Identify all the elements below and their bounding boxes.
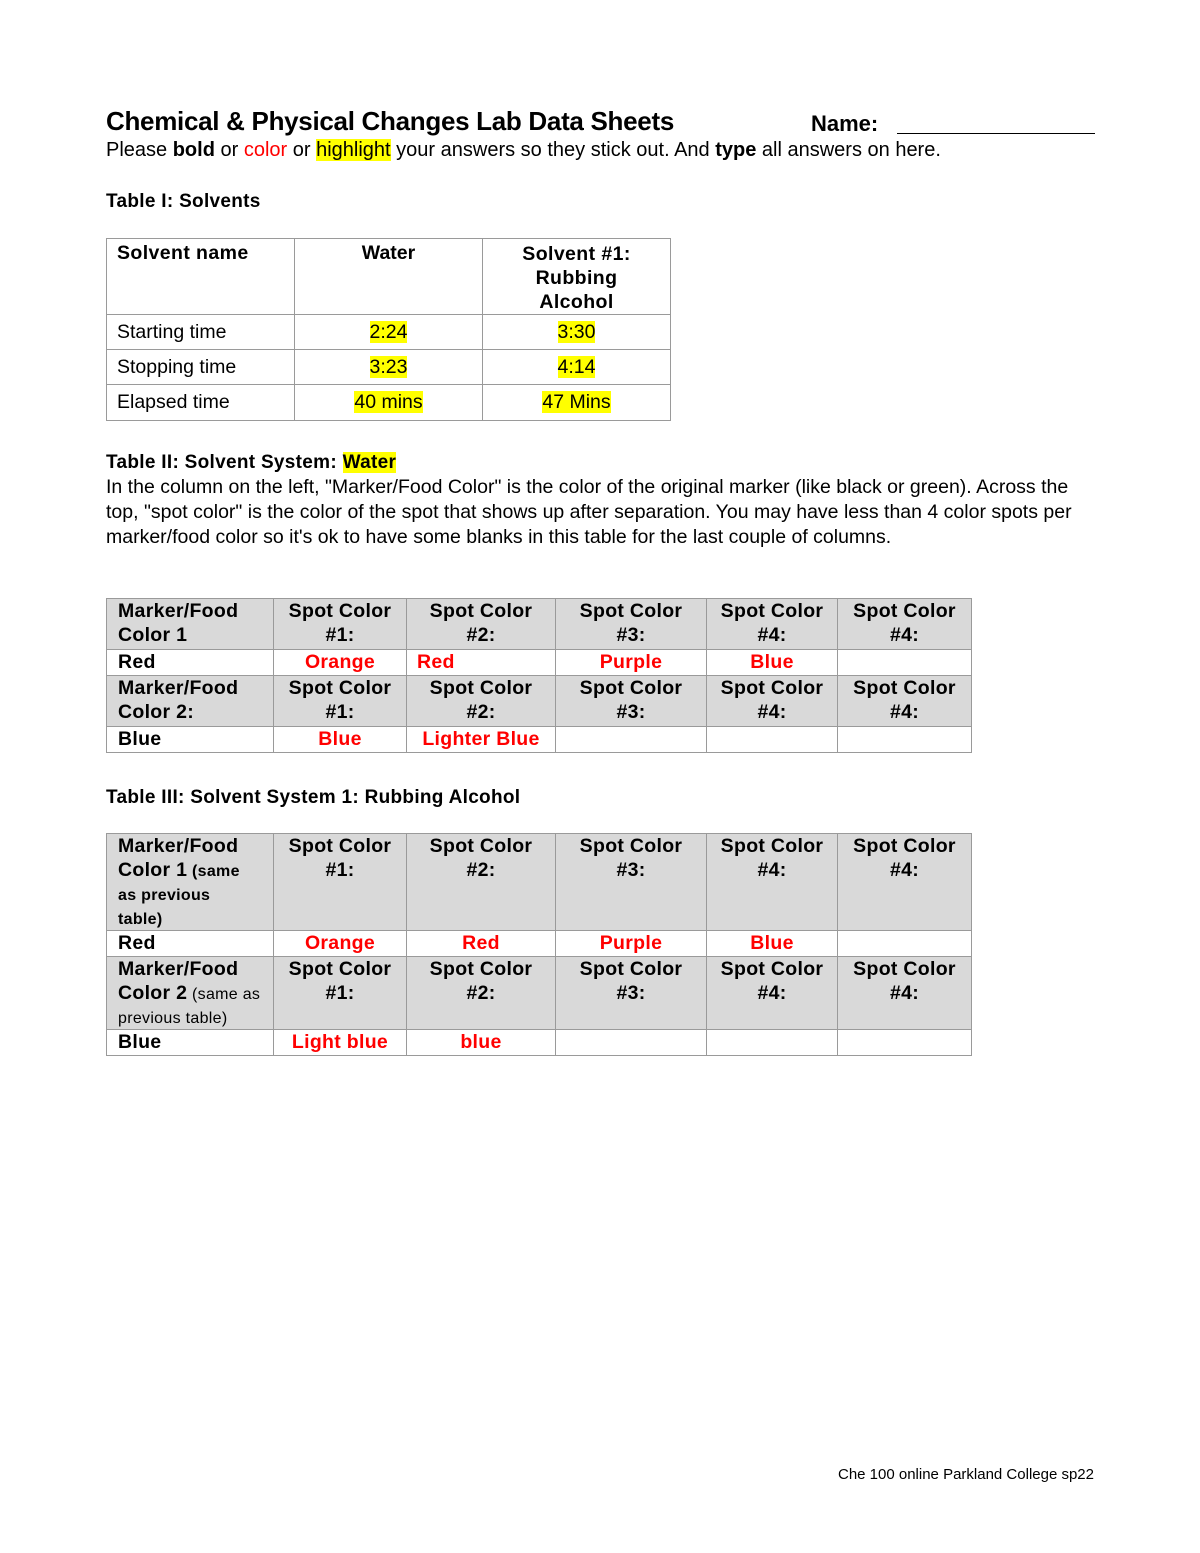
water-spot-table	[106, 598, 972, 753]
header-cell: Spot Color #2:	[407, 599, 556, 650]
header-cell: Spot Color #4:	[707, 834, 838, 931]
table-header-row	[107, 599, 972, 650]
answer-cell[interactable]: blue	[407, 1030, 556, 1056]
answer-value: 3:30	[557, 320, 596, 343]
answer-cell[interactable]	[295, 315, 483, 350]
header-cell: Spot Color #4:	[707, 599, 838, 650]
header-cell: Spot Color #1:	[274, 957, 407, 1030]
answer-value: 3:23	[369, 355, 408, 378]
answer-cell[interactable]	[838, 727, 972, 753]
table3-heading: Table III: Solvent System 1: Rubbing Alcohol	[106, 787, 521, 808]
header-cell: Spot Color #1:	[274, 834, 407, 931]
row-label: Blue	[107, 727, 274, 753]
header-cell: Spot Color #4:	[838, 676, 972, 727]
header-note: (same as previous table)	[118, 863, 240, 928]
header-cell: Spot Color #4:	[707, 676, 838, 727]
header-cell: Solvent #1: Rubbing Alcohol	[483, 239, 671, 315]
answer-cell[interactable]: Red	[407, 931, 556, 957]
table-row	[107, 650, 972, 676]
answer-cell[interactable]: Blue	[274, 727, 407, 753]
table-row	[107, 727, 972, 753]
page-footer: Che 100 online Parkland College sp22	[837, 1466, 1094, 1483]
answer-cell[interactable]	[707, 727, 838, 753]
table-row	[107, 315, 671, 350]
row-label: Stopping time	[107, 350, 295, 385]
row-label: Red	[107, 931, 274, 957]
header-cell: Spot Color #2:	[407, 834, 556, 931]
instr-text: or	[287, 139, 317, 161]
header-cell: Spot Color #4:	[838, 957, 972, 1030]
header-note: (same as previous table)	[118, 986, 261, 1027]
header-cell: Spot Color #3:	[556, 834, 707, 931]
answer-cell[interactable]	[707, 1030, 838, 1056]
table-row	[107, 931, 972, 957]
table-row	[107, 350, 671, 385]
answer-cell[interactable]: Purple	[556, 931, 707, 957]
header-cell: Spot Color #4:	[838, 599, 972, 650]
instr-highlight: highlight	[316, 139, 391, 161]
answer-value: 47 Mins	[542, 391, 611, 413]
answer-cell[interactable]	[556, 1030, 707, 1056]
table2-description: In the column on the left, "Marker/Food Color" is the color of the original marker (like black or green). Across the top, "spot color" is the color of the spot that shows up after separation. You may have less than 4 color spots per marker/food color so it's ok to have some blanks in this table for the last couple of columns.	[106, 476, 1072, 548]
answer-cell[interactable]: Red	[407, 650, 556, 676]
answer-cell[interactable]: Purple	[556, 650, 707, 676]
solvents-table	[106, 238, 671, 421]
answer-cell[interactable]: Light blue	[274, 1030, 407, 1056]
name-label: Name:	[811, 111, 879, 136]
answer-cell[interactable]: Lighter Blue	[407, 727, 556, 753]
table-header-row	[107, 676, 972, 727]
row-label: Red	[107, 650, 274, 676]
table2-heading-value: Water	[342, 452, 397, 473]
table-header-row	[107, 834, 972, 931]
header-cell: Spot Color #3:	[556, 957, 707, 1030]
header-cell: Marker/Food Color 1	[107, 599, 274, 650]
answer-cell[interactable]	[483, 350, 671, 385]
answer-cell[interactable]: Orange	[274, 650, 407, 676]
answer-cell[interactable]	[483, 385, 671, 421]
header-cell: Marker/Food Color 2:	[107, 676, 274, 727]
instr-text: your answers so they stick out. And	[390, 139, 716, 161]
table2-heading	[106, 452, 396, 474]
header-cell: Spot Color #1:	[274, 676, 407, 727]
answer-value: 40 mins	[354, 391, 423, 413]
header-cell: Spot Color #1:	[274, 599, 407, 650]
answer-cell[interactable]	[838, 931, 972, 957]
table-header-row	[107, 957, 972, 1030]
answer-cell[interactable]	[838, 650, 972, 676]
answer-cell[interactable]: Blue	[707, 650, 838, 676]
answer-cell[interactable]	[295, 350, 483, 385]
header-cell	[107, 957, 274, 1030]
header-cell: Solvent name	[107, 239, 295, 315]
alcohol-spot-table	[106, 833, 972, 1056]
answer-cell[interactable]: Blue	[707, 931, 838, 957]
table-row	[107, 1030, 972, 1056]
table-row	[107, 385, 671, 421]
header-cell: Spot Color #4:	[707, 957, 838, 1030]
header-cell: Spot Color #2:	[407, 676, 556, 727]
answer-cell[interactable]	[556, 727, 707, 753]
table2-heading-text: Table II: Solvent System:	[106, 452, 343, 473]
header-cell	[107, 834, 274, 931]
page-title: Chemical & Physical Changes Lab Data Sheets	[106, 106, 674, 136]
answer-cell[interactable]: Orange	[274, 931, 407, 957]
instr-text: Please	[106, 139, 173, 161]
row-label: Starting time	[107, 315, 295, 350]
row-label: Blue	[107, 1030, 274, 1056]
instr-text: all answers on here.	[756, 139, 941, 161]
instr-color: color	[243, 139, 288, 161]
instr-text: or	[214, 139, 244, 161]
header-main: Marker/Food Color 1	[118, 835, 239, 881]
header-cell: Spot Color #3:	[556, 676, 707, 727]
table1-heading: Table I: Solvents	[106, 191, 261, 212]
instr-bold: bold	[172, 139, 215, 161]
answer-cell[interactable]	[295, 385, 483, 421]
instr-type: type	[715, 139, 757, 161]
header-cell: Spot Color #4:	[838, 834, 972, 931]
header-cell: Spot Color #2:	[407, 957, 556, 1030]
answer-cell[interactable]	[838, 1030, 972, 1056]
answer-value: 2:24	[369, 320, 408, 343]
header-cell: Spot Color #3:	[556, 599, 707, 650]
header-main: Marker/Food Color 2	[118, 958, 239, 1004]
table-header-row	[107, 239, 671, 315]
header-cell: Water	[295, 239, 483, 315]
row-label: Elapsed time	[107, 385, 295, 421]
answer-value: 4:14	[557, 355, 596, 378]
name-field-line[interactable]	[897, 132, 1095, 134]
answer-cell[interactable]	[483, 315, 671, 350]
instructions	[106, 139, 941, 162]
